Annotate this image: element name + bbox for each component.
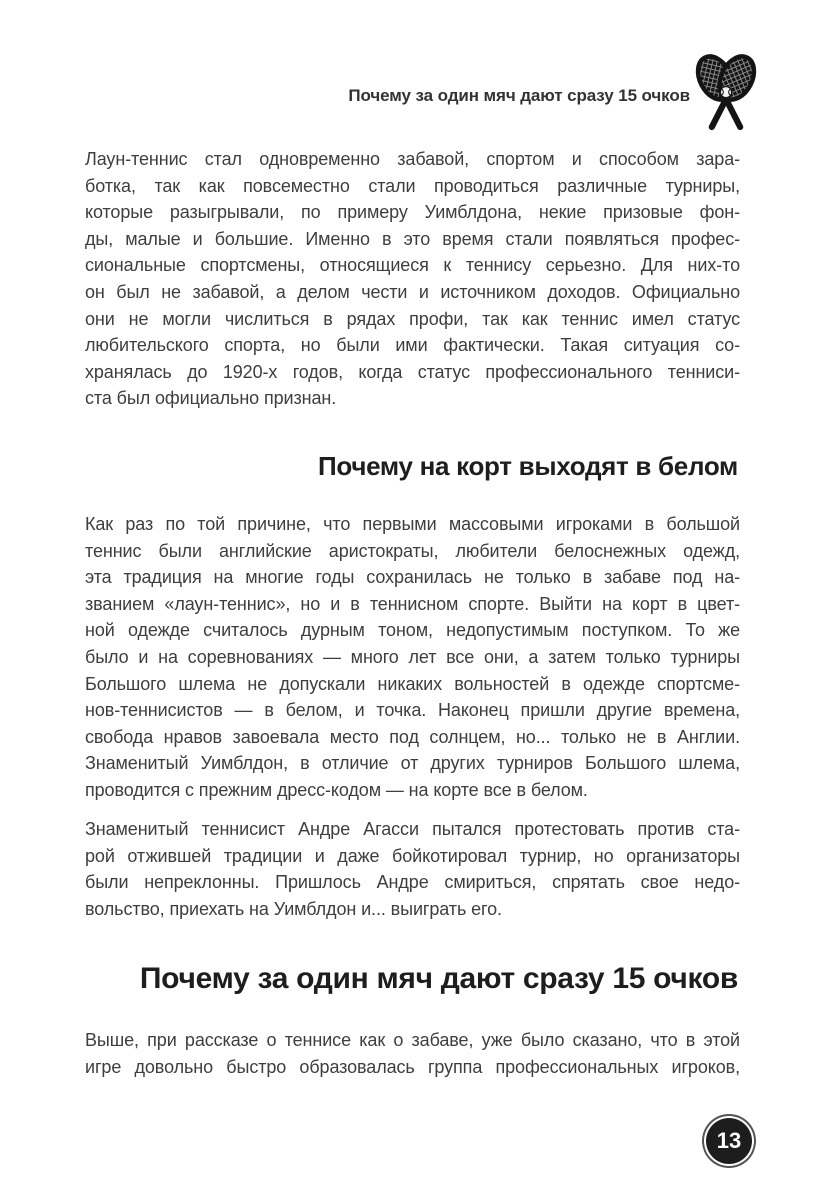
- text-line: Большого шлема не допускали никаких вольностей в одежде спортсме-: [85, 673, 740, 694]
- text-line: которые разыгрывали, по примеру Уимблдона, некие призовые фон-: [85, 202, 740, 223]
- section-heading-15-points: Почему за один мяч дают сразу 15 очков: [139, 962, 738, 995]
- text-line: ботка, так как повсеместно стали проводиться различные турниры,: [85, 175, 740, 196]
- text-line: сиональные спортсмены, относящиеся к теннису серьезно. Для них-то: [85, 255, 740, 276]
- text-line: эта традиция на многие годы сохранилась не только в забаве под на-: [85, 567, 740, 588]
- text-line: свобода нравов завоевала место под солнцем, но... только не в Англии.: [85, 726, 740, 747]
- text-line: Как раз по той причине, что первыми массовыми игроками в большой: [85, 514, 740, 534]
- crossed-tennis-rackets-icon: [682, 48, 770, 138]
- text-line: ста был официально признан.: [85, 388, 337, 409]
- paragraph-15-points-intro: [85, 1027, 740, 1080]
- text-line: Знаменитый теннисист Андре Агасси пытался протестовать против ста-: [85, 819, 740, 839]
- text-line: вольство, приехать на Уимблдон и... выиграть его.: [85, 898, 502, 919]
- text-line: Знаменитый Уимблдон, в отличие от других турниров Большого шлема,: [85, 753, 740, 774]
- text-line: было и на соревнованиях — много лет все они, а затем только турниры: [85, 646, 740, 667]
- paragraph-white-clothing-tradition: [85, 511, 740, 804]
- text-line: они не могли числиться в рядах профи, так как теннис имел статус: [85, 308, 740, 329]
- text-line: ной одежде считалось дурным тоном, недопустимым поступком. То же: [85, 620, 740, 641]
- text-line: званием «лаун-теннис», но и в теннисном спорте. Выйти на корт в цвет-: [85, 593, 740, 614]
- text-line: теннис были английские аристократы, любители белоснежных одежд,: [85, 540, 740, 561]
- text-line: любительского спорта, но были ими фактически. Такая ситуация со-: [85, 335, 740, 356]
- text-line: проводится с прежним дресс-кодом — на корте все в белом.: [85, 779, 588, 800]
- text-line: рой отжившей традиции и даже бойкотировал турнир, но организаторы: [85, 845, 740, 866]
- text-line: он был не забавой, а делом чести и источником доходов. Официально: [85, 281, 740, 302]
- text-line: Выше, при рассказе о теннисе как о забаве, уже было сказано, что в этой: [85, 1030, 740, 1050]
- paragraph-andre-agassi: [85, 816, 740, 922]
- text-line: были непреклонны. Пришлось Андре смириться, спрятать свое недо-: [85, 872, 740, 893]
- page-number-badge: [706, 1118, 752, 1164]
- page-number: 13: [716, 1128, 742, 1153]
- text-line: ды, малые и большие. Именно в это время стали появляться профес-: [85, 228, 740, 249]
- text-line: игре довольно быстро образовалась группа профессиональных игроков,: [85, 1056, 740, 1077]
- text-line: нов-теннисистов — в белом, и точка. Наконец пришли другие времена,: [85, 700, 740, 721]
- running-head: Почему за один мяч дают сразу 15 очков: [348, 86, 690, 105]
- section-heading-white-on-court: Почему на корт выходят в белом: [318, 451, 738, 481]
- text-line: хранялась до 1920-х годов, когда статус профессионального тенниси-: [85, 361, 740, 382]
- paragraph-lawn-tennis-professionals: [85, 146, 740, 412]
- text-line: Лаун-теннис стал одновременно забавой, спортом и способом зара-: [85, 149, 740, 169]
